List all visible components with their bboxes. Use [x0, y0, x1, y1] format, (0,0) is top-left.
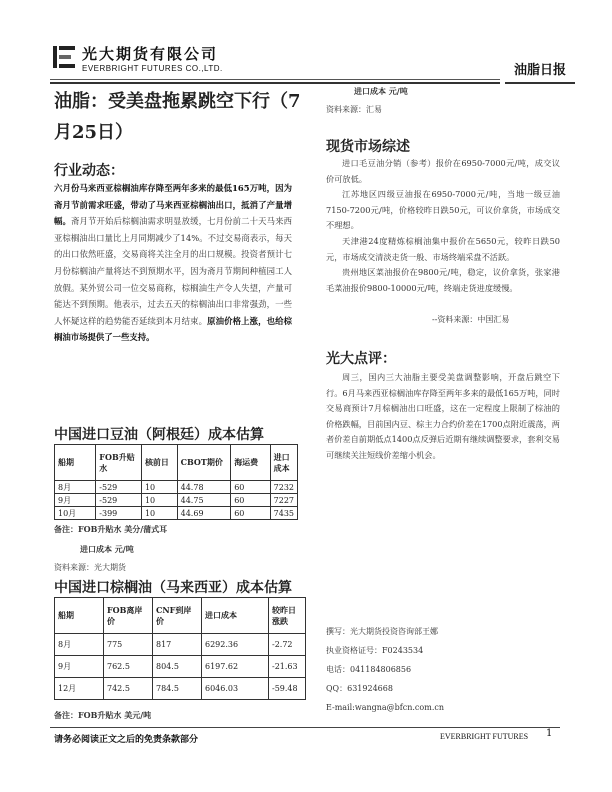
company-name-cn: 光大期货有限公司: [82, 45, 219, 63]
industry-body: 斋月节开始后棕榈油需求明显放缓，七月份前二十天马来西亚棕榈油出口量比上月同期减少了14%。不过交易商表示，每天的出口依然旺盛，交易商将关注全月的出口规模。投资者预计七月份棕榈油产量将达不到预期水平，因为斋月节期间种植园工人放假。某外贸公司一位交易商称，棕榈油生产令人失望，产量可能达不到预期。他表示，过去五天的棕榈油出口非常强劲，一些人怀疑这样的趋势能否延续到本月结束。: [54, 216, 293, 326]
table-row: [55, 634, 306, 656]
table-cell: 9月: [55, 656, 104, 678]
palm-col-fob: FOB离岸价: [104, 598, 153, 634]
table-cell: -21.63: [269, 656, 306, 678]
table-cell: -529: [96, 494, 142, 507]
page-title: 油脂：受美盘拖累跳空下行（7月25日）: [54, 91, 301, 143]
author-phone: 电话：041184806856: [326, 665, 412, 674]
company-logo-icon: [52, 44, 78, 70]
soy-table-unit: 进口成本 元/吨: [80, 544, 134, 554]
palm-col-shipping: 船期: [55, 598, 104, 634]
palm-table-note: 备注：FOB升贴水 美元/吨: [54, 710, 152, 720]
right-top-unit: 进口成本 元/吨: [354, 86, 408, 96]
table-cell: -399: [96, 507, 142, 520]
author-block: [326, 622, 444, 717]
table-cell: 8月: [55, 634, 104, 656]
table-cell: 7435: [270, 507, 297, 520]
soy-col-check: 核前日: [141, 445, 177, 481]
table-cell: 10: [141, 507, 177, 520]
table-cell: 6197.62: [202, 656, 269, 678]
table-cell: 6046.03: [202, 678, 269, 700]
table-cell: 6292.36: [202, 634, 269, 656]
table-cell: 742.5: [104, 678, 153, 700]
footer-divider: [50, 727, 560, 728]
spot-heading: 现货市场综述: [326, 139, 410, 155]
palm-col-cnf: CNF到岸价: [153, 598, 202, 634]
table-cell: 8月: [55, 481, 96, 494]
author-qq: QQ：631924668: [326, 684, 393, 693]
table-cell: -59.48: [269, 678, 306, 700]
comment-heading: 光大点评：: [326, 351, 396, 367]
author-email[interactable]: E-mail:wangna@bfcn.com.cn: [326, 703, 444, 712]
soy-col-fob: FOB升贴水: [96, 445, 142, 481]
table-cell: -2.72: [269, 634, 306, 656]
soy-col-shipping: 船期: [55, 445, 96, 481]
comment-body: 周三，国内三大油脂主要受美盘调整影响，开盘后跳空下行。6月马来西亚棕榈油库存降至两年多来的最低165万吨，同时交易商预计7月棕榈油出口旺盛，这在一定程度上限制了棕油的价格跌幅，目前国内豆、棕主力合约价差在1700点附近震荡，两者价差自前期低点1400点反弹后近期有继续调整要求，套利交易可继续关注短线价差缩小机会。: [326, 372, 560, 460]
right-top-source: 资料来源：汇易: [326, 105, 382, 114]
industry-heading: 行业动态：: [54, 163, 124, 179]
report-type-label: 油脂日报: [505, 60, 575, 84]
table-cell: 60: [231, 507, 270, 520]
table-row: [55, 494, 298, 507]
table-cell: 784.5: [153, 678, 202, 700]
table-row: [55, 656, 306, 678]
table-cell: 7227: [270, 494, 297, 507]
soy-table-heading: 中国进口豆油（阿根廷）成本估算: [54, 427, 264, 443]
palm-table-heading: 中国进口棕榈油（马来西亚）成本估算: [54, 580, 292, 596]
author-writer: 撰写：光大期货投资咨询部王娜: [326, 627, 438, 636]
palm-col-change: 较昨日涨跌: [269, 598, 306, 634]
soy-table-source: 资料来源：光大期货: [54, 563, 126, 572]
table-cell: 10: [141, 494, 177, 507]
table-row: [55, 678, 306, 700]
industry-paragraph: [54, 180, 292, 346]
table-row: [55, 481, 298, 494]
table-cell: 762.5: [104, 656, 153, 678]
spot-paragraph-2: 江苏地区四级豆油报在6950-7000元/吨，当地一级豆油7150-7200元/吨，价格较昨日跌50元，可议价拿货，市场成交不理想。: [326, 189, 560, 231]
header-divider: [50, 79, 500, 80]
soy-col-freight: 海运费: [231, 445, 270, 481]
industry-bold-lead: 六月份马来西亚棕榈油库存降至两年多来的最低165万吨，因为斋月节前需求旺盛，带动了马来西亚棕榈油出口，抵消了产量增幅。: [54, 183, 292, 227]
page-number: 1: [546, 728, 553, 739]
footer-brand: EVERBRIGHT FUTURES: [440, 732, 529, 741]
author-license: 执业资格证号：F0243534: [326, 646, 424, 655]
spot-source: --资料来源：中国汇易: [432, 315, 510, 324]
table-cell: 10月: [55, 507, 96, 520]
table-cell: 775: [104, 634, 153, 656]
table-cell: 60: [231, 494, 270, 507]
table-row: [55, 507, 298, 520]
spot-paragraph-4: 贵州地区菜油报价在9800元/吨，稳定，议价拿货，张家港毛菜油报价9800-10000元/吨，终端走货进度缓慢。: [326, 267, 560, 293]
table-cell: 60: [231, 481, 270, 494]
spot-paragraph-1: 进口毛豆油分销（参考）报价在6950-7000元/吨，成交议价可放低。: [326, 158, 560, 184]
table-cell: 12月: [55, 678, 104, 700]
table-cell: 44.75: [177, 494, 231, 507]
table-cell: -529: [96, 481, 142, 494]
industry-bold-tail: 原油价格上涨，也给棕榈油市场提供了一些支持。: [54, 315, 293, 343]
table-cell: 44.78: [177, 481, 231, 494]
table-cell: 804.5: [153, 656, 202, 678]
table-cell: 817: [153, 634, 202, 656]
table-cell: 9月: [55, 494, 96, 507]
soy-col-cost: 进口成本: [270, 445, 297, 481]
table-cell: 10: [141, 481, 177, 494]
table-cell: 7232: [270, 481, 297, 494]
soy-col-cbot: CBOT期价: [177, 445, 231, 481]
soy-cost-table: [54, 444, 298, 520]
soy-table-note: 备注：FOB升贴水 美分/蒲式耳: [54, 524, 168, 534]
footer-disclaimer: 请务必阅读正文之后的免责条款部分: [54, 735, 199, 745]
spot-body: [326, 156, 560, 296]
palm-col-cost: 进口成本: [202, 598, 269, 634]
company-name-en: EVERBRIGHT FUTURES CO.,LTD.: [82, 64, 223, 73]
header-divider-thick: [50, 82, 500, 84]
spot-paragraph-3: 天津港24度精炼棕榈油集中报价在5650元，较昨日跌50元，市场成交清淡走货一般、市场终端采盘不活跃。: [326, 235, 560, 262]
palm-cost-table: [54, 597, 306, 700]
table-cell: 44.69: [177, 507, 231, 520]
